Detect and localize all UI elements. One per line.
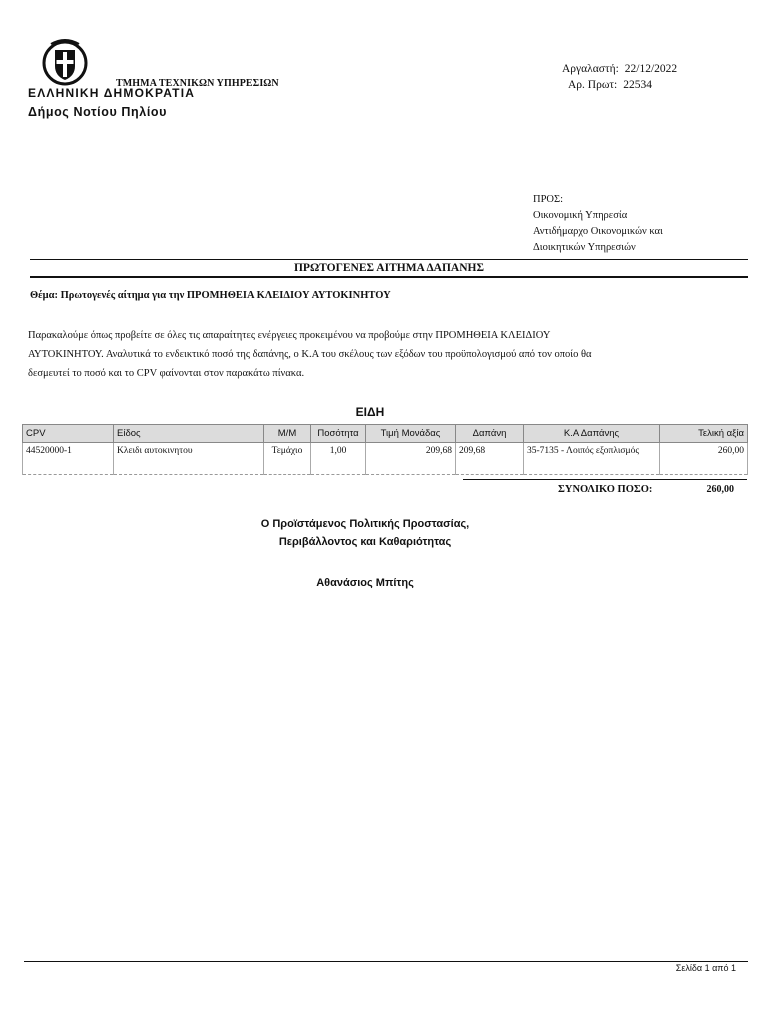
signatory-role-line: Ο Προϊστάμενος Πολιτικής Προστασίας, (260, 518, 470, 530)
total-divider (463, 479, 747, 480)
recipient-line: Αντιδήμαρχο Οικονομικών και (533, 226, 663, 237)
column-header-unit-price: Τιμή Μονάδας (366, 425, 456, 443)
table-header-row (23, 425, 748, 443)
date-label: Αργαλαστή: (562, 63, 619, 75)
protocol-value: 22534 (623, 79, 652, 91)
department-name: ΤΜΗΜΑ ΤΕΧΝΙΚΩΝ ΥΠΗΡΕΣΙΩΝ (116, 78, 279, 89)
recipient-block (533, 192, 663, 256)
cell-quantity: 1,00 (311, 443, 366, 475)
subject-line: Θέμα: Πρωτογενές αίτημα για την ΠΡΟΜΗΘΕΙΑ ΚΛΕΙΔΙΟΥ ΑΥΤΟΚΙΝΗΤΟΥ (30, 290, 391, 301)
recipient-line: Οικονομική Υπηρεσία (533, 210, 628, 221)
column-header-item: Είδος (114, 425, 264, 443)
signatory-name: Αθανάσιος Μπίτης (316, 577, 414, 589)
cell-cost: 209,68 (456, 443, 524, 475)
republic-name: ΕΛΛΗΝΙΚΗ ΔΗΜΟΚΡΑΤΙΑ (28, 86, 196, 100)
column-header-cost: Δαπάνη (456, 425, 524, 443)
items-heading: ΕΙΔΗ (355, 405, 385, 419)
municipality-name: Δήμος Νοτίου Πηλίου (28, 105, 168, 119)
title-divider-bottom (30, 276, 748, 278)
request-body (28, 326, 708, 383)
body-line: ΑΥΤΟΚΙΝΗΤΟΥ. Αναλυτικά το ενδεικτικό ποσό της δαπάνης, ο Κ.Α του σκέλους των εξόδων του προϋπολογισμού από τον οποίο θα (28, 349, 592, 360)
column-header-budget-code: Κ.Α Δαπάνης (524, 425, 660, 443)
column-header-unit: Μ/Μ (264, 425, 311, 443)
cell-budget-code: 35-7135 - Λοιπός εξοπλισμός (524, 443, 660, 475)
footer-divider (24, 961, 748, 962)
total-value: 260,00 (706, 484, 734, 495)
cell-unit: Τεμάχιο (264, 443, 311, 475)
recipient-line: Διοικητικών Υπηρεσιών (533, 242, 636, 253)
column-header-cpv: CPV (23, 425, 114, 443)
column-header-final-value: Τελική αξία (660, 425, 748, 443)
protocol-label: Αρ. Πρωτ: (568, 79, 618, 91)
signatory-role (200, 515, 530, 551)
cell-item: Κλειδι αυτοκινητου (114, 443, 264, 475)
signatory-role-line: Περιβάλλοντος και Καθαριότητας (278, 536, 452, 548)
total-label: ΣΥΝΟΛΙΚΟ ΠΟΣΟ: (558, 484, 653, 495)
title-divider-top (30, 259, 748, 260)
body-line: Παρακαλούμε όπως προβείτε σε όλες τις απαραίτητες ενέργειες προκειμένου να προβούμε στην ΠΡΟΜΗΘΕΙΑ ΚΛΕΙΔΙΟΥ (28, 330, 551, 341)
cell-unit-price: 209,68 (366, 443, 456, 475)
greek-emblem-icon (42, 36, 88, 86)
table-row (23, 443, 748, 475)
protocol-row (568, 79, 652, 91)
document-title: ΠΡΩΤΟΓΕΝΕΣ ΑΙΤΗΜΑ ΔΑΠΑΝΗΣ (293, 262, 484, 274)
cell-final-value: 260,00 (660, 443, 748, 475)
date-value: 22/12/2022 (624, 63, 678, 75)
date-row (562, 63, 677, 75)
cell-cpv: 44520000-1 (23, 443, 114, 475)
column-header-quantity: Ποσότητα (311, 425, 366, 443)
page-number: Σελίδα 1 από 1 (675, 963, 736, 973)
body-line: δεσμευτεί το ποσό και το CPV φαίνονται στον παρακάτω πίνακα. (28, 368, 305, 379)
items-table (22, 424, 748, 475)
recipient-line: ΠΡΟΣ: (533, 194, 564, 205)
